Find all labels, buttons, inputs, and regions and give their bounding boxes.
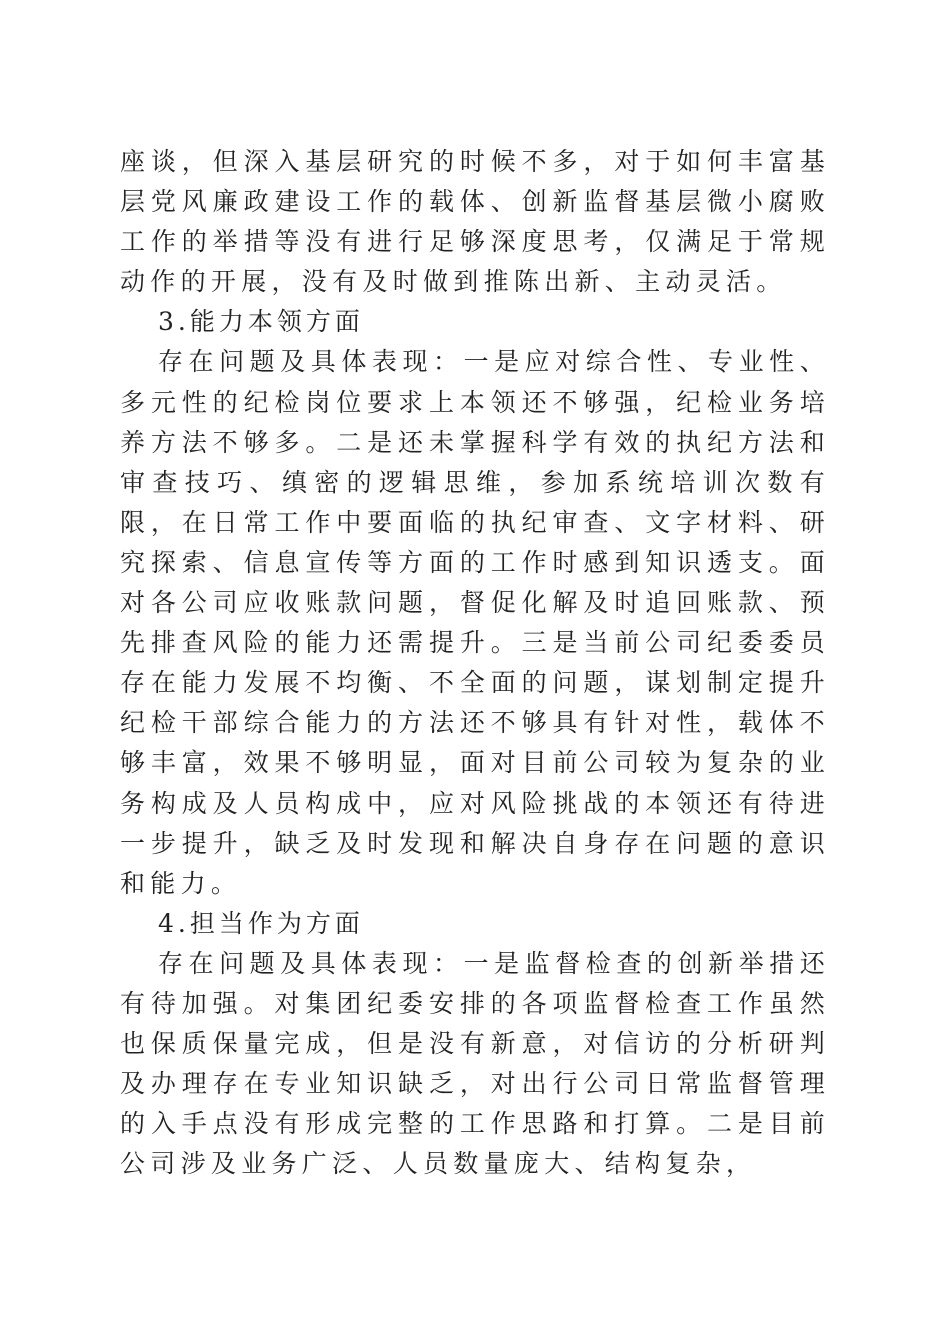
paragraph-responsibility: 存在问题及具体表现：一是监督检查的创新举措还有待加强。对集团纪委安排的各项监督检查工作虽然也保质保量完成，但是没有新意，对信访的分析研判及办理存在专业知识缺乏，对出行公司日常监督管理的入手点没有形成完整的工作思路和打算。二是目前公司涉及业务广泛、人员数量庞大、结构复杂， (120, 948, 830, 1179)
section-heading-ability: 3.能力本领方面 (158, 307, 364, 337)
document-body (120, 142, 830, 1184)
section-heading-responsibility: 4.担当作为方面 (158, 908, 364, 938)
paragraph-ability: 存在问题及具体表现：一是应对综合性、专业性、多元性的纪检岗位要求上本领还不够强，纪检业务培养方法不够多。二是还未掌握科学有效的执纪方法和审查技巧、缜密的逻辑思维，参加系统培训次数有限，在日常工作中要面临的执纪审查、文字材料、研究探索、信息宣传等方面的工作时感到知识透支。面对各公司应收账款问题，督促化解及时追回账款、预先排查风险的能力还需提升。三是当前公司纪委委员存在能力发展不均衡、不全面的问题，谋划制定提升纪检干部综合能力的方法还不够具有针对性，载体不够丰富，效果不够明显，面对目前公司较为复杂的业务构成及人员构成中，应对风险挑战的本领还有待进一步提升，缺乏及时发现和解决自身存在问题的意识和能力。 (120, 347, 830, 898)
paragraph-continuation: 座谈，但深入基层研究的时候不多，对于如何丰富基层党风廉政建设工作的载体、创新监督基层微小腐败工作的举措等没有进行足够深度思考，仅满足于常规动作的开展，没有及时做到推陈出新、主动灵活。 (120, 147, 830, 297)
